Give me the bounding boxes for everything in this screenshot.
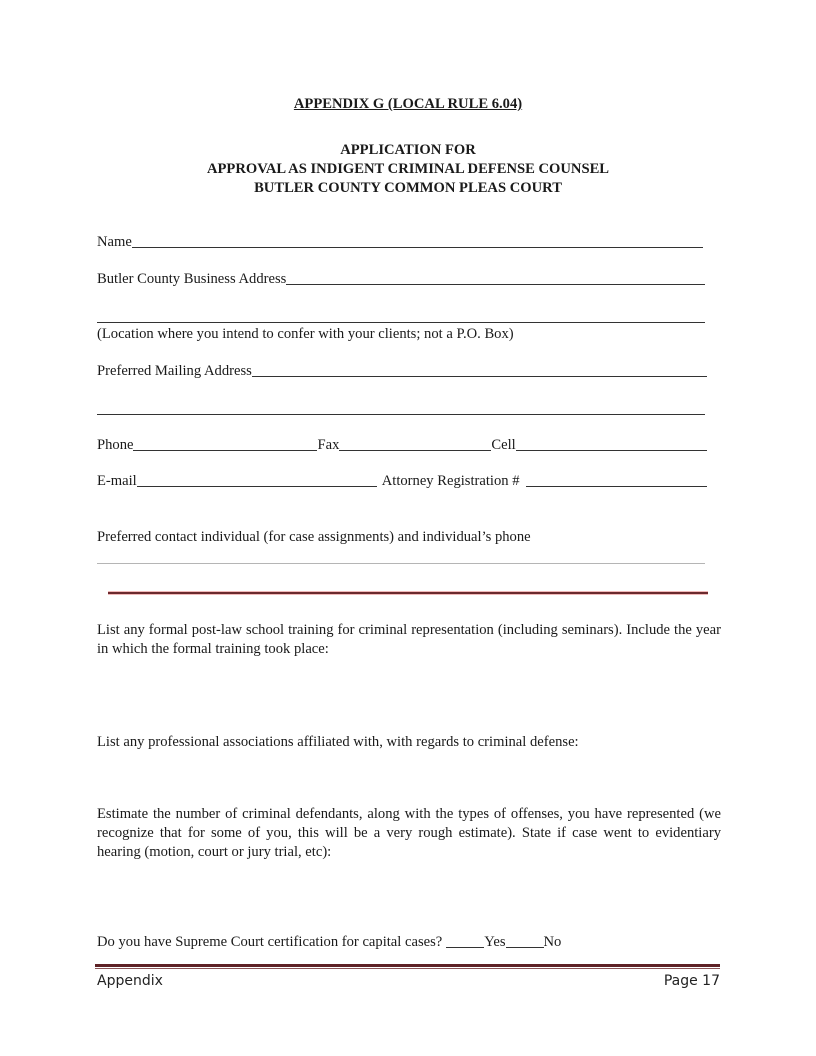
title-line-1: APPLICATION FOR — [340, 142, 476, 158]
footer-rule-thin — [95, 968, 720, 969]
business-address-blank-2[interactable] — [97, 322, 705, 323]
mailing-address-label: Preferred Mailing Address — [97, 363, 252, 379]
certification-question: Do you have Supreme Court certification for capital cases? — [97, 934, 443, 950]
email-label: E-mail — [97, 473, 137, 489]
name-label: Name — [97, 234, 132, 250]
associations-question: List any professional associations affiliated with, with regards to criminal defense: — [97, 734, 579, 750]
certification-row — [97, 934, 561, 951]
business-address-field[interactable] — [97, 271, 705, 288]
phone-blank[interactable] — [133, 450, 317, 451]
certification-no-blank[interactable] — [506, 947, 544, 948]
yes-label: Yes — [484, 934, 506, 950]
training-question: List any formal post-law school training for criminal representation (including seminars). Include the year in which the formal training took place: — [97, 622, 721, 657]
email-registration-row — [97, 473, 707, 490]
title-line-3: BUTLER COUNTY COMMON PLEAS COURT — [254, 180, 562, 196]
estimate-question: Estimate the number of criminal defendants, along with the types of offenses, you have represented (we recognize that for some of you, this will be a very rough estimate). State if case went to evidentiary hearing (motion, court or jury trial, etc): — [97, 806, 721, 860]
preferred-contact-blank[interactable] — [97, 563, 705, 564]
preferred-contact-label: Preferred contact individual (for case assignments) and individual’s phone — [97, 529, 531, 545]
name-field[interactable] — [97, 234, 703, 251]
business-address-label: Butler County Business Address — [97, 271, 287, 287]
no-label: No — [543, 934, 562, 950]
appendix-title: APPENDIX G (LOCAL RULE 6.04) — [293, 96, 523, 112]
cell-label: Cell — [491, 437, 516, 453]
certification-yes-blank[interactable] — [446, 947, 484, 948]
mailing-address-blank[interactable] — [252, 376, 707, 377]
mailing-address-blank-2[interactable] — [97, 414, 705, 415]
cell-blank[interactable] — [516, 450, 707, 451]
fax-blank[interactable] — [339, 450, 491, 451]
fax-label: Fax — [317, 437, 340, 453]
phone-label: Phone — [97, 437, 134, 453]
mailing-address-field[interactable] — [97, 363, 707, 380]
footer-left: Appendix — [97, 973, 163, 989]
attorney-registration-blank[interactable] — [526, 486, 707, 487]
business-address-blank[interactable] — [286, 284, 705, 285]
attorney-registration-label: Attorney Registration # — [381, 473, 520, 489]
footer-rule — [95, 964, 720, 967]
email-blank[interactable] — [137, 486, 377, 487]
section-divider — [108, 591, 708, 595]
phone-fax-cell-row — [97, 437, 707, 454]
title-line-2: APPROVAL AS INDIGENT CRIMINAL DEFENSE COUNSEL — [206, 161, 610, 177]
business-address-note: (Location where you intend to confer with your clients; not a P.O. Box) — [97, 326, 514, 342]
name-blank[interactable] — [132, 247, 703, 248]
page-number: Page 17 — [663, 973, 720, 989]
